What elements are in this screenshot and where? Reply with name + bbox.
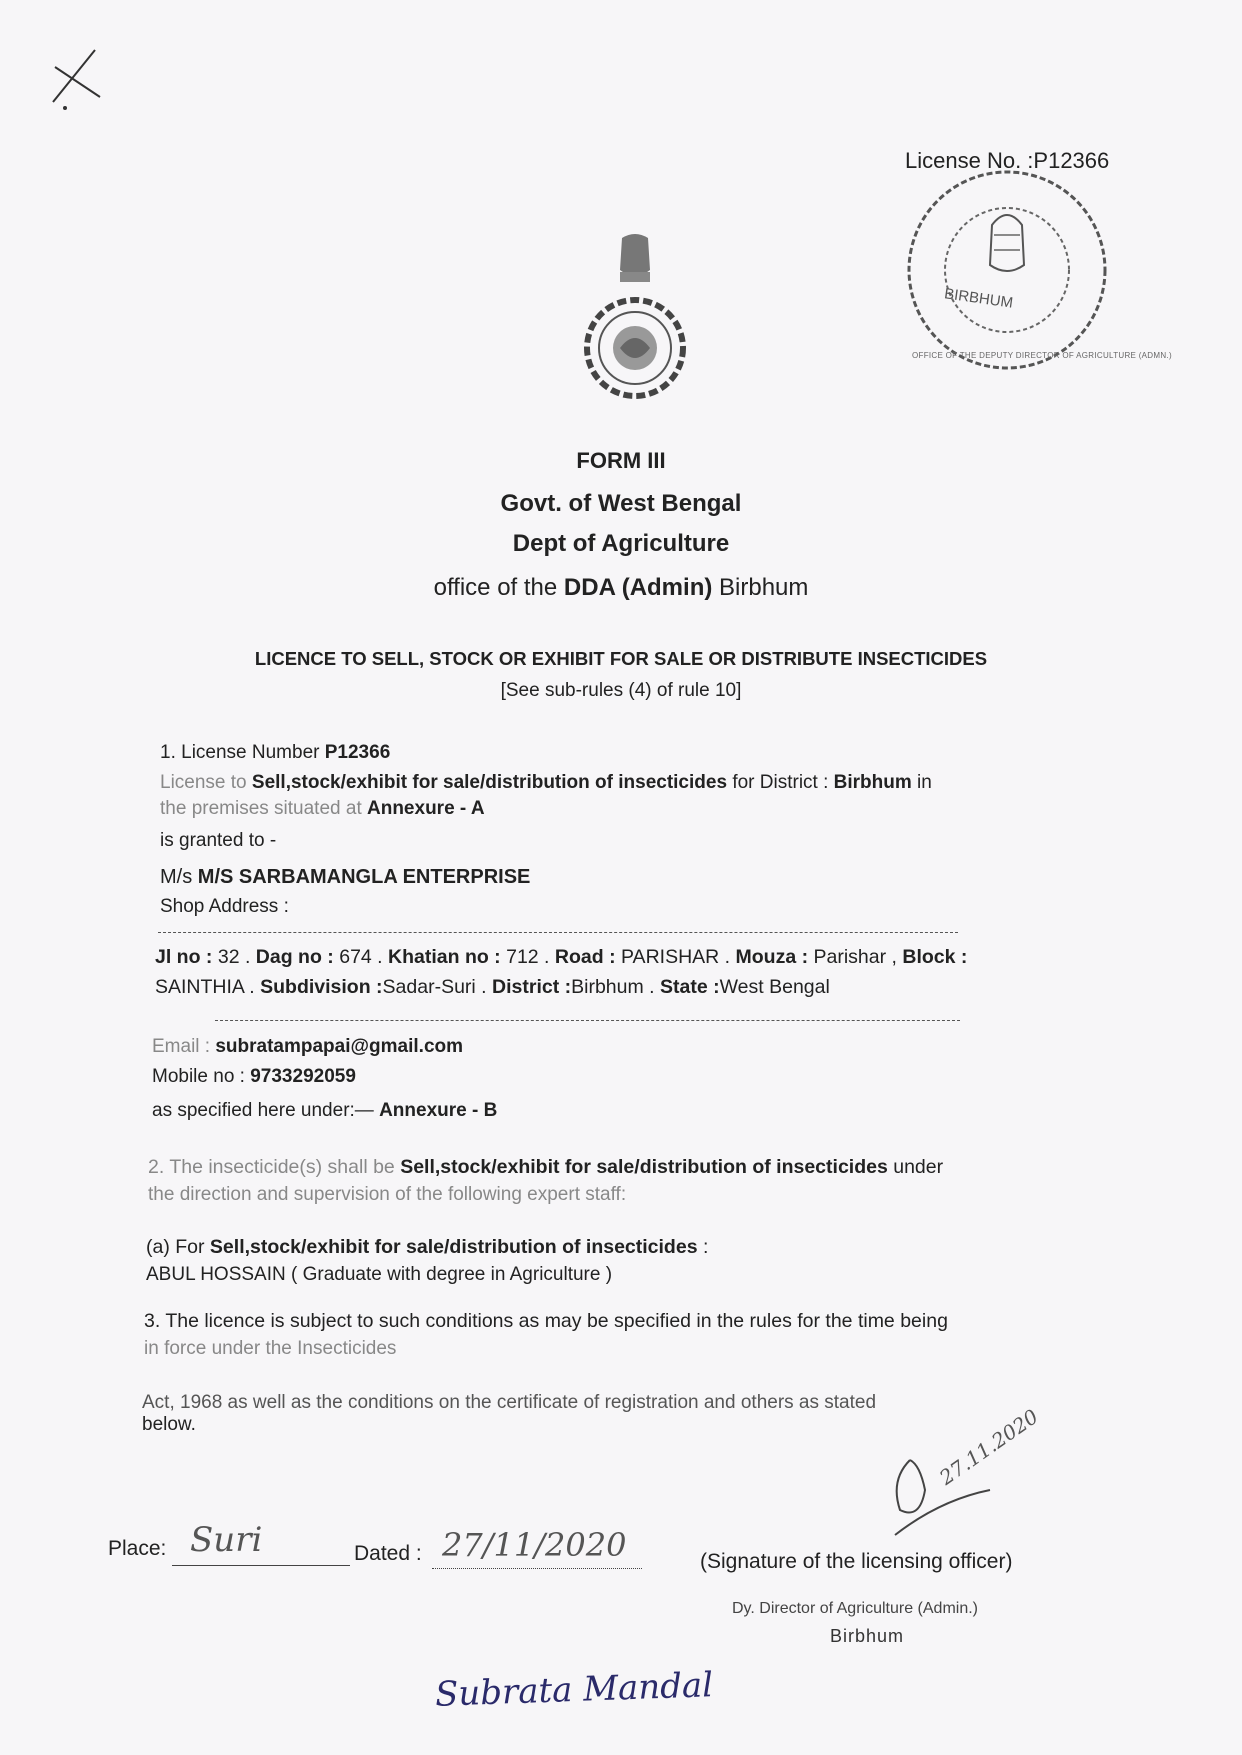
address-line-1: [155, 946, 967, 969]
dated-label: Dated :: [354, 1542, 422, 1565]
address-bottom-divider: [215, 1020, 960, 1021]
section3-line4: below.: [142, 1414, 196, 1435]
granted-line: is granted to -: [160, 830, 277, 851]
dated-underline: [432, 1568, 642, 1569]
expert-for-prefix: (a) For: [146, 1236, 205, 1258]
road-value: PARISHAR .: [621, 946, 731, 968]
jl-value: 32 .: [217, 946, 251, 968]
firm-prefix: M/s: [160, 866, 193, 888]
purpose-district: Birbhum: [833, 772, 912, 793]
license-number-line: [160, 742, 390, 764]
purpose-prefix: License to: [160, 772, 247, 793]
section2-prefix: 2. The insecticide(s) shall be: [148, 1156, 395, 1178]
purpose-bold: Sell,stock/exhibit for sale/distribution of insecticides: [251, 772, 728, 793]
expert-for-bold: Sell,stock/exhibit for sale/distribution of insecticides: [209, 1236, 698, 1258]
officer-designation: Dy. Director of Agriculture (Admin.): [732, 1600, 978, 1617]
jl-label: Jl no :: [155, 946, 213, 968]
block-label: Block :: [902, 946, 968, 968]
purpose-end: in: [917, 772, 932, 793]
khatian-label: Khatian no :: [388, 946, 501, 968]
firm-line: [160, 866, 530, 889]
premises-line: [160, 798, 485, 820]
section3-line3: Act, 1968 as well as the conditions on the certificate of registration and others as stated: [142, 1392, 877, 1413]
signature-caption: (Signature of the licensing officer): [700, 1550, 1013, 1573]
expert-for-line: [146, 1236, 708, 1259]
office-suffix: Birbhum: [719, 574, 809, 601]
place-value: Suri: [190, 1520, 263, 1560]
specified-prefix: as specified here under:—: [152, 1100, 374, 1121]
purpose-mid: for District :: [732, 772, 829, 793]
email-line: [152, 1036, 463, 1058]
dag-value: 674 .: [339, 946, 383, 968]
section2-end: under: [893, 1156, 944, 1178]
licence-title: LICENCE TO SELL, STOCK OR EXHIBIT FOR SALE OR DISTRIBUTE INSECTICIDES: [254, 648, 988, 669]
dept-name: Dept of Agriculture: [512, 530, 730, 557]
signature-date: 27.11.2020: [935, 1404, 1043, 1490]
mouza-label: Mouza :: [735, 946, 809, 968]
shop-address-label: Shop Address :: [160, 896, 289, 917]
mobile-line: [152, 1066, 356, 1088]
office-prefix: office of the: [433, 574, 558, 601]
license-number-label: 1. License Number: [160, 742, 320, 763]
section3-line1: 3. The licence is subject to such conditions as may be specified in the rules for the time being: [144, 1310, 948, 1332]
section2-line1: [148, 1156, 943, 1179]
licence-purpose-line: [160, 772, 932, 794]
email-label: Email :: [152, 1036, 211, 1057]
mobile-label: Mobile no :: [152, 1066, 245, 1087]
subdivision-value: Sadar-Suri .: [382, 976, 487, 998]
email-value: subratampapai@gmail.com: [215, 1036, 464, 1057]
seal-text: OFFICE OF THE DEPUTY DIRECTOR OF AGRICULTURE (ADMN.): [912, 351, 1172, 360]
mouza-value: Parishar ,: [813, 946, 897, 968]
specified-line: [152, 1100, 497, 1122]
section2-bold: Sell,stock/exhibit for sale/distribution of insecticides: [400, 1156, 888, 1178]
district-label: District :: [492, 976, 572, 998]
section3-line2: in force under the Insecticides: [144, 1338, 397, 1359]
specified-annexure: Annexure - B: [379, 1100, 498, 1121]
address-line-2: [155, 976, 830, 999]
seal-place: BIRBHUM: [943, 285, 1015, 312]
corner-x-mark: [45, 42, 105, 117]
district-value: Birbhum .: [571, 976, 655, 998]
state-value: West Bengal: [719, 976, 830, 998]
section2-line2: the direction and supervision of the following expert staff:: [148, 1184, 627, 1205]
block-value: SAINTHIA .: [155, 976, 255, 998]
form-title: FORM III: [576, 448, 666, 473]
place-label: Place:: [108, 1537, 167, 1560]
premises-annexure: Annexure - A: [367, 798, 485, 819]
state-emblem: [570, 230, 700, 410]
bottom-signature: Subrata Mandal: [434, 1665, 714, 1715]
address-top-divider: [158, 932, 958, 933]
firm-name: M/S SARBAMANGLA ENTERPRISE: [197, 866, 531, 888]
subdivision-label: Subdivision :: [260, 976, 383, 998]
road-label: Road :: [554, 946, 616, 968]
office-line: [0, 574, 1242, 602]
official-seal: [902, 165, 1172, 375]
premises-prefix: the premises situated at: [160, 798, 362, 819]
place-underline: [172, 1565, 350, 1566]
officer-place: Birbhum: [830, 1626, 905, 1646]
expert-name: ABUL HOSSAIN ( Graduate with degree in Agriculture ): [146, 1264, 613, 1285]
expert-for-end: :: [702, 1236, 709, 1258]
govt-name: Govt. of West Bengal: [500, 490, 742, 517]
state-label: State :: [660, 976, 720, 998]
dag-label: Dag no :: [255, 946, 334, 968]
dated-value: 27/11/2020: [442, 1526, 627, 1564]
stamp-license-label: License No. :: [905, 148, 1034, 173]
licence-subtitle: [See sub-rules (4) of rule 10]: [500, 680, 742, 701]
office-bold: DDA (Admin): [563, 574, 713, 601]
stamp-license-value: P12366: [1033, 148, 1110, 173]
khatian-value: 712 .: [506, 946, 550, 968]
mobile-value: 9733292059: [250, 1066, 356, 1087]
license-number-value: P12366: [324, 742, 391, 763]
